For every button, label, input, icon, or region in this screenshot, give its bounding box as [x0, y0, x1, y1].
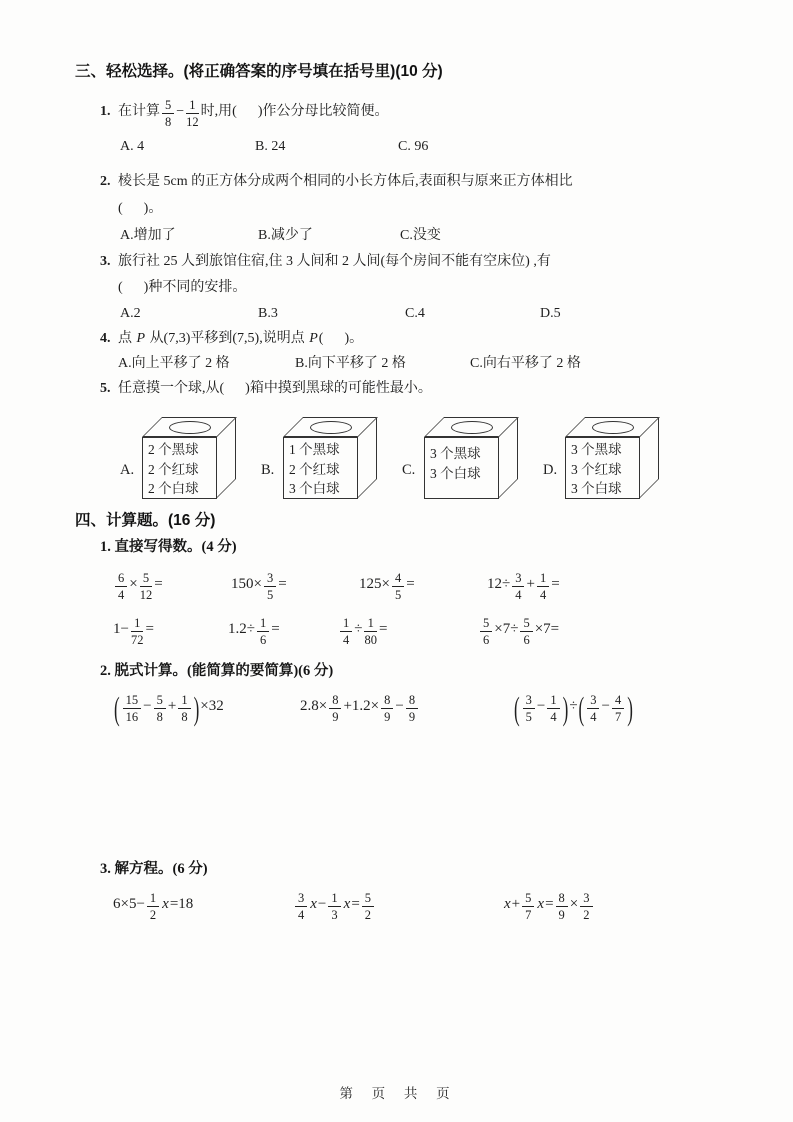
option-c: C. 96	[398, 139, 429, 154]
section3-title: 三、轻松选择。(将正确答案的序号填在括号里)(10 分)	[75, 63, 443, 80]
box-content-line: 3 个白球	[289, 481, 340, 496]
q5-box-d	[543, 407, 660, 499]
equation-expression: x+ $\frac{5}{7}$ x= $\frac{8}{9}$ × $\frac{3}{2}$	[503, 881, 793, 927]
question-5-stem	[100, 376, 793, 401]
box-content-line: 3 个黑球	[571, 442, 622, 457]
equation-expression: 6×5− $\frac{1}{2}$ x=18	[113, 890, 194, 922]
question-5-number: 5.	[100, 381, 111, 396]
calc-expression: 125× $\frac{4}{5}$ =	[359, 570, 415, 602]
calc-expression: ( $\frac{3}{5}$ − $\frac{1}{4}$ )÷( $\frac{3}{4}$ − $\frac{4}{7}$ )	[514, 691, 633, 728]
question-2	[100, 168, 793, 249]
question-3-stem-line2: ( )种不同的安排。	[118, 280, 247, 295]
sub3-number: 3.	[100, 861, 111, 877]
calc-expression: $\frac{5}{6}$ ×7÷ $\frac{5}{6}$ ×7=	[478, 607, 793, 651]
sub2-number: 2.	[100, 663, 111, 679]
equation-expression: $\frac{3}{4}$ x− $\frac{1}{3}$ x= $\frac{5}{2}$	[293, 881, 503, 927]
sub1-label: 直接写得数。(4 分)	[114, 539, 237, 555]
question-3-stem-text: 旅行社 25 人到旅馆住宿,住 3 人间和 2 人间(每个房间不能有空床位) ,有	[118, 254, 551, 269]
option-a: A.增加了	[120, 228, 176, 243]
box-hole-ellipse	[451, 421, 493, 434]
cube-front-face	[283, 437, 358, 499]
calc-expression: 12÷ $\frac{3}{4}$ + $\frac{1}{4}$ =	[487, 570, 560, 602]
q5-box-a-label: A.	[120, 462, 135, 478]
box-content-line: 2 个红球	[289, 461, 340, 477]
box-hole-ellipse	[310, 421, 352, 434]
equation-row	[113, 881, 793, 927]
question-2-stem-line1	[100, 168, 793, 195]
question-2-options	[120, 222, 793, 249]
option-c: C.没变	[400, 228, 441, 243]
box-content-line: 3 个白球	[571, 481, 622, 496]
option-b: B.减少了	[258, 228, 313, 243]
box-content-line: 2 个红球	[148, 461, 199, 477]
calc-expression: ( $\frac{15}{16}$ − $\frac{5}{8}$ + $\frac{1}{8}$ )×32	[114, 691, 224, 728]
option-c: C.向右平移了 2 格	[470, 356, 581, 371]
question-4-number: 4.	[100, 331, 111, 346]
section4-sub2-title	[100, 659, 793, 683]
section4-title: 四、计算题。(16 分)	[75, 512, 216, 529]
direct-calc-row1	[113, 561, 793, 607]
box-content-line: 3 个白球	[430, 465, 481, 481]
question-1-stem	[100, 90, 793, 134]
option-b: B.3	[258, 306, 278, 321]
calc-expression: $\frac{6}{4}$ × $\frac{5}{12}$ =	[113, 561, 231, 607]
question-4	[100, 326, 793, 376]
option-b: B. 24	[255, 139, 286, 154]
question-3-stem-line1	[100, 249, 793, 275]
question-1-options	[120, 134, 793, 160]
option-a: A.2	[120, 306, 141, 321]
option-d: D.5	[540, 306, 561, 321]
q5-box-a	[120, 407, 237, 499]
question-1	[100, 90, 793, 160]
ball-box-illustration-a	[142, 417, 237, 499]
cube-front-face	[565, 437, 640, 499]
option-a: A.向上平移了 2 格	[118, 356, 230, 371]
box-content-line: 2 个白球	[148, 481, 199, 496]
question-3-options	[120, 301, 793, 326]
section4-sub1-title	[100, 535, 793, 559]
question-3	[100, 249, 793, 326]
page-footer: 第 页 共 页	[339, 1086, 454, 1101]
question-2-stem-text: 棱长是 5cm 的正方体分成两个相同的小长方体后,表面积与原来正方体相比	[118, 174, 573, 189]
question-3-number: 3.	[100, 254, 111, 269]
question-1-number: 1.	[100, 104, 111, 119]
calc-expression: 2.8× $\frac{8}{9}$ +1.2× $\frac{8}{9}$ − $\frac{8}{9}$	[300, 683, 513, 733]
ball-box-illustration-c	[424, 417, 519, 499]
q5-box-b-label: B.	[261, 462, 275, 478]
ball-box-illustration-d	[565, 417, 660, 499]
cube-front-face	[424, 437, 499, 499]
question-4-stem-text: 点 P 从(7,3)平移到(7,5),说明点 P( )。	[118, 331, 364, 346]
sub1-number: 1.	[100, 539, 111, 555]
direct-calc-row2	[113, 607, 793, 651]
calc-expression: 150× $\frac{3}{5}$ =	[231, 570, 287, 602]
sub3-label: 解方程。(6 分)	[114, 861, 208, 877]
q5-box-b	[261, 407, 378, 499]
box-hole-ellipse	[592, 421, 634, 434]
stepwise-calc-row	[113, 683, 793, 733]
calc-expression: $\frac{1}{4}$ ÷ $\frac{1}{80}$ =	[338, 607, 478, 651]
question-2-stem-line2: ( )。	[118, 201, 163, 216]
box-content-line: 3 个红球	[571, 461, 622, 477]
option-b: B.向下平移了 2 格	[295, 356, 406, 371]
box-hole-ellipse	[169, 421, 211, 434]
question-5	[100, 376, 793, 401]
calc-expression: 1.2÷ $\frac{1}{6}$ =	[228, 615, 280, 647]
box-content-line: 3 个黑球	[430, 446, 481, 461]
cube-front-face	[142, 437, 217, 499]
q5-box-c-label: C.	[402, 462, 416, 478]
question-1-stem-text: 在计算 $\frac{5}{8}$ − $\frac{1}{12}$ 时,用( )作公分母比较简便。	[118, 97, 389, 129]
question-4-options	[118, 351, 793, 376]
option-c: C.4	[405, 306, 425, 321]
section4-sub3-title	[100, 857, 793, 881]
question-2-number: 2.	[100, 174, 111, 189]
box-content-line: 2 个黑球	[148, 442, 199, 457]
calc-expression: 1− $\frac{1}{72}$ =	[113, 615, 154, 647]
q5-box-d-label: D.	[543, 462, 558, 478]
question-5-stem-text: 任意摸一个球,从( )箱中摸到黑球的可能性最小。	[118, 381, 432, 396]
box-content-line: 1 个黑球	[289, 442, 340, 457]
question-4-stem	[100, 326, 793, 351]
q5-box-c	[402, 407, 519, 499]
option-a: A. 4	[120, 139, 145, 154]
q5-choice-boxes	[120, 407, 793, 499]
sub2-label: 脱式计算。(能简算的要简算)(6 分)	[114, 663, 334, 679]
ball-box-illustration-b	[283, 417, 378, 499]
